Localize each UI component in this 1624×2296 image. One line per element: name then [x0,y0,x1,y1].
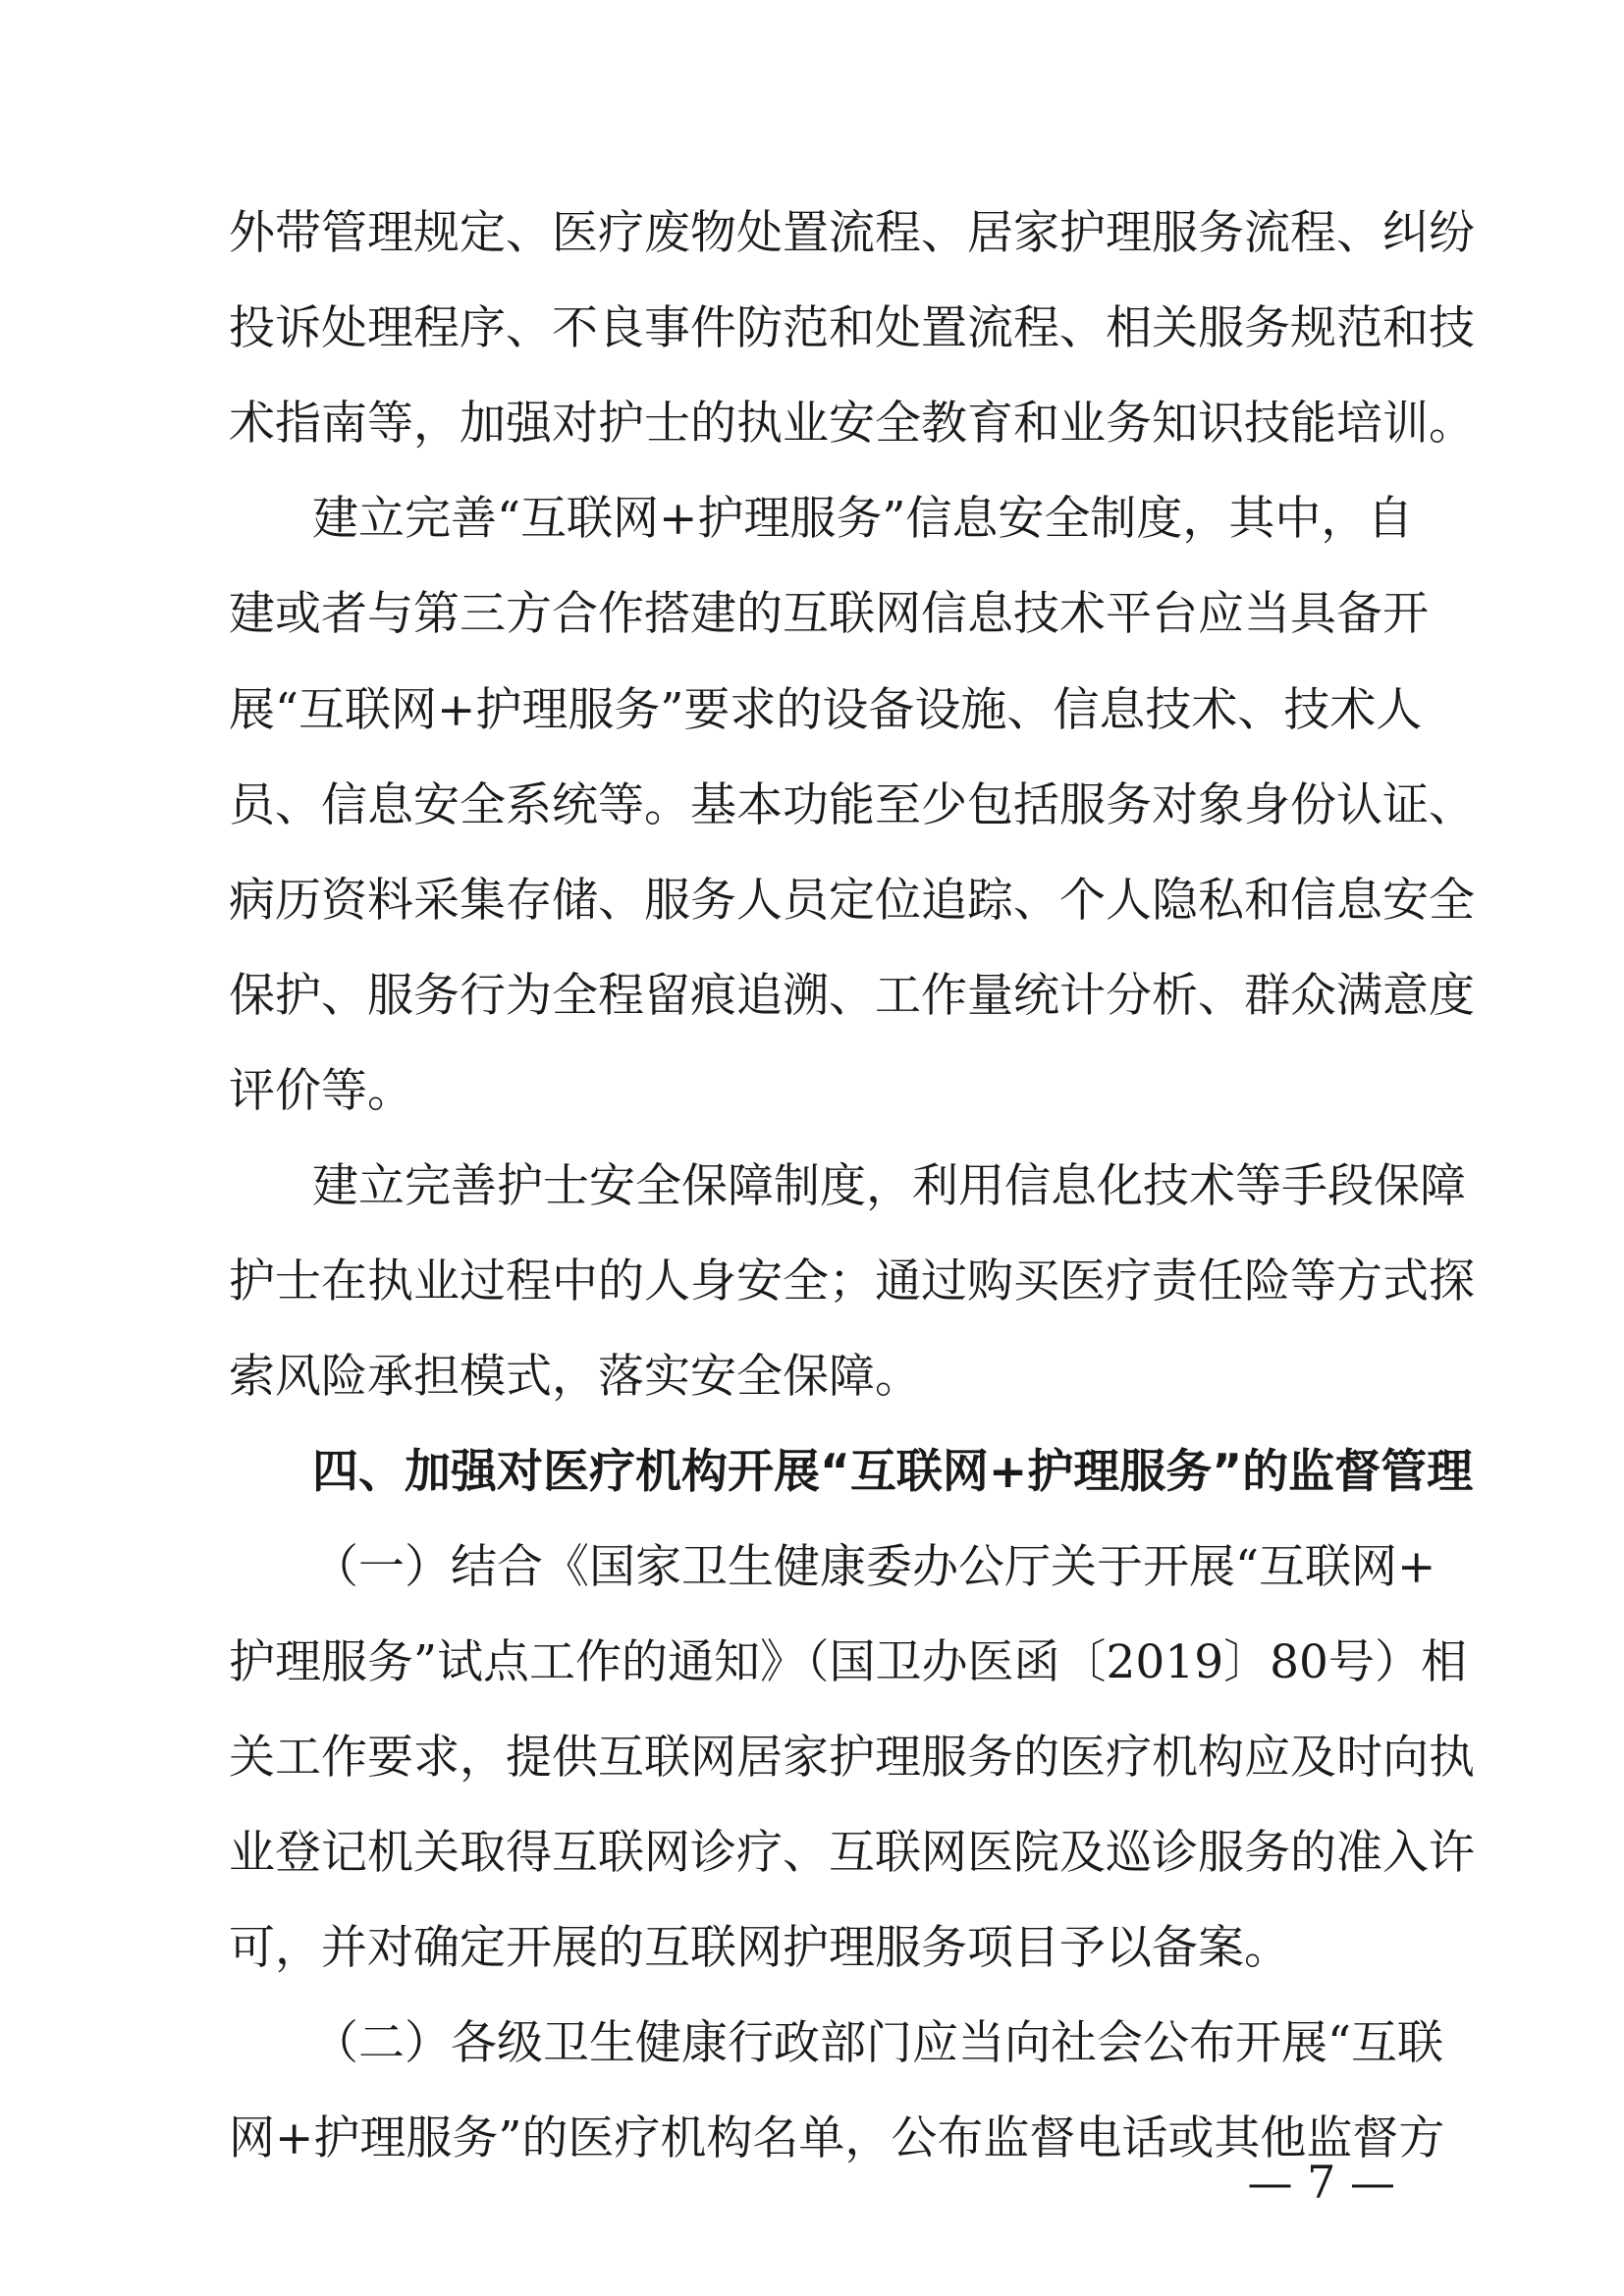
body-text-line: 关工作要求，提供互联网居家护理服务的医疗机构应及时向执 [229,1731,1475,1785]
paragraph-first-line: 建立完善护士安全保障制度，利用信息化技术等手段保障 [312,1159,1466,1213]
body-text-line: 护士在执业过程中的人身安全；通过购买医疗责任险等方式探 [229,1255,1475,1308]
body-text-line: 投诉处理程序、不良事件防范和处置流程、相关服务规范和技 [229,301,1475,355]
section-heading: 四、加强对医疗机构开展“互联网+护理服务”的监督管理 [312,1445,1474,1499]
body-text-line: 病历资料采集存储、服务人员定位追踪、个人隐私和信息安全 [229,874,1475,928]
body-text-line: 可，并对确定开展的互联网护理服务项目予以备案。 [229,1921,1290,1975]
body-text-line: 外带管理规定、医疗废物处置流程、居家护理服务流程、纠纷 [229,206,1475,260]
paragraph-first-line: 建立完善“互联网+护理服务”信息安全制度，其中，自 [312,492,1414,546]
body-text-line: 索风险承担模式，落实安全保障。 [229,1350,921,1404]
body-text-line: 员、信息安全系统等。基本功能至少包括服务对象身份认证、 [229,778,1475,832]
body-text-line: 网+护理服务”的医疗机构名单，公布监督电话或其他监督方 [229,2111,1445,2165]
body-text-line: 术指南等，加强对护士的执业安全教育和业务知识技能培训。 [229,397,1475,451]
body-text-line: 展“互联网+护理服务”要求的设备设施、信息技术、技术人 [229,683,1423,737]
body-text-line: 护理服务”试点工作的通知》（国卫办医函〔2019〕80号）相 [229,1635,1467,1689]
page-number: — 7 — [1247,2156,1395,2209]
paragraph-first-line: （一）结合《国家卫生健康委办公厅关于开展“互联网+ [312,1540,1436,1594]
body-text-line: 业登记机关取得互联网诊疗、互联网医院及巡诊服务的准入许 [229,1826,1475,1880]
body-text-line: 建或者与第三方合作搭建的互联网信息技术平台应当具备开 [229,587,1429,641]
paragraph-first-line: （二）各级卫生健康行政部门应当向社会公布开展“互联 [312,2016,1444,2070]
body-text-line: 保护、服务行为全程留痕追溯、工作量统计分析、群众满意度 [229,969,1475,1023]
body-text-line: 评价等。 [229,1064,413,1118]
